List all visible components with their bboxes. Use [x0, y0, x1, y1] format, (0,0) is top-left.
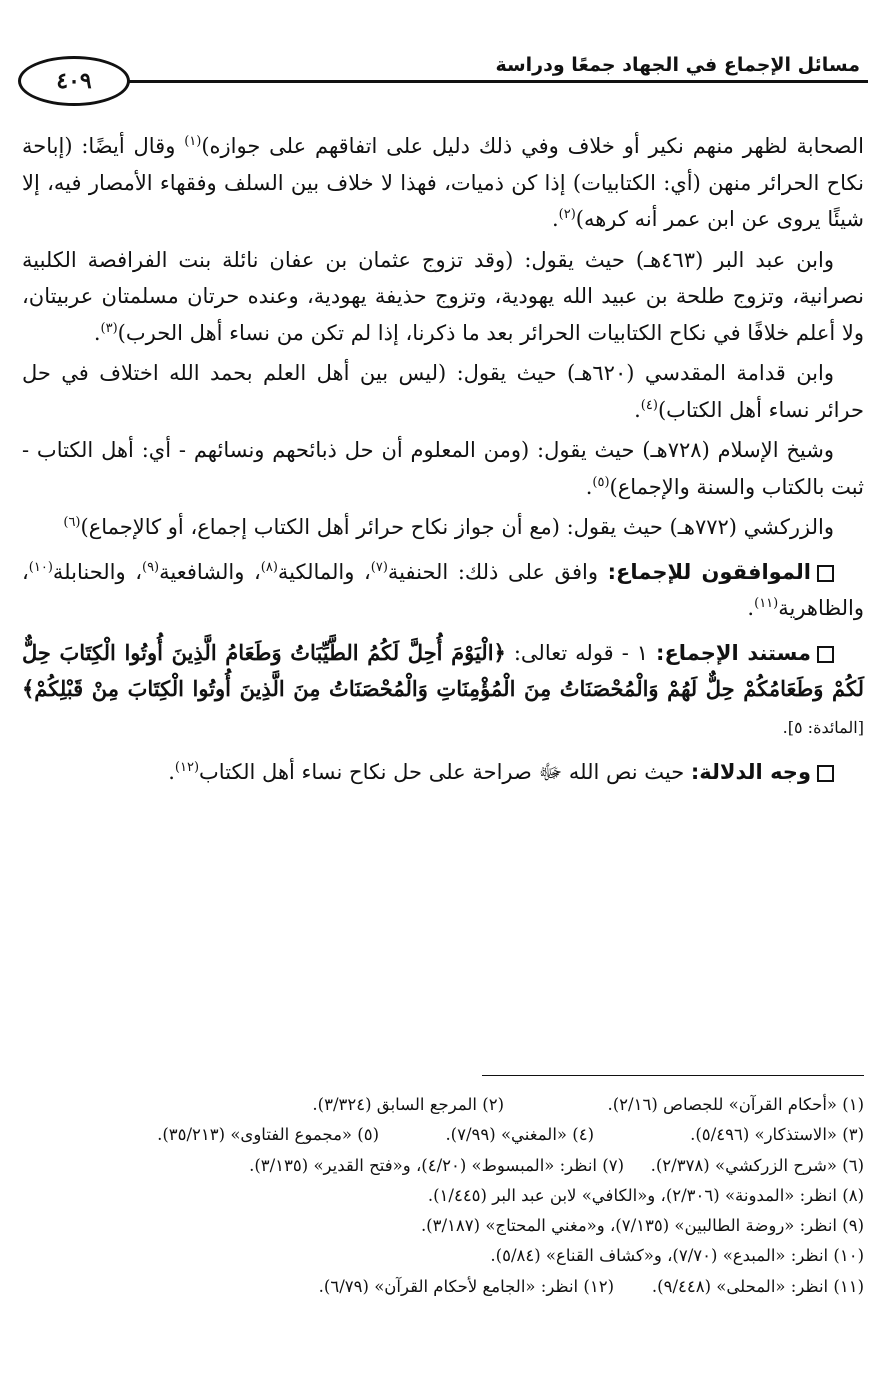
checkbox-square-icon [817, 565, 834, 582]
footnote-ref[interactable]: (٢) [558, 207, 576, 222]
footnote-ref[interactable]: (٤) [640, 397, 658, 413]
footnote-ref[interactable]: (٧) [370, 559, 388, 575]
text: والزركشي (٧٧٢هـ) حيث يقول: (مع أن جواز نكاح حرائر أهل الكتاب إجماع، أو كالإجماع) [80, 515, 834, 539]
footnote-row [22, 1241, 864, 1271]
footnote: (١٠) انظر: «المبدع» (٧/٧٠)، و«كشاف القناع» (٥/٨٤). [490, 1246, 864, 1266]
footnote-row [22, 1090, 864, 1120]
footnote: (٤) «المغني» (٧/٩٩). [445, 1125, 594, 1145]
text: وابن قدامة المقدسي (٦٢٠هـ) حيث يقول: (ليس بين أهل العلم بحمد الله اختلاف في حل حرائر نساء أهل الكتاب) [22, 361, 864, 422]
footnote-row [22, 1120, 864, 1150]
paragraph-1 [22, 128, 864, 238]
text: . [93, 320, 101, 345]
footnote: (٩) انظر: «روضة الطالبين» (٧/١٣٥)، و«مغني المحتاج» (٣/١٨٧). [420, 1216, 864, 1236]
paragraph-3 [22, 355, 864, 428]
paragraph-evidence [22, 635, 864, 747]
paragraph-agreeing-schools [22, 554, 864, 627]
footnote: (٢) المرجع السابق (٣/٣٢٤). [312, 1095, 504, 1114]
section-heading: وجه الدلالة: [690, 760, 811, 784]
checkbox-square-icon [817, 646, 834, 663]
footnote-ref[interactable]: (١٢) [174, 760, 200, 775]
footnote-ref[interactable]: (٣) [100, 320, 118, 336]
page-number-badge [18, 56, 130, 106]
text: وابن عبد البر (٤٦٣هـ) حيث يقول: (وقد تزوج عثمان بن عفان نائلة بنت الفرافصة الكلبية نصرانية، وتزوج طلحة بن عبيد الله يهودية، وتزوج حذيفة يهودية، وعنده حرتان مسلمتان عربيتان، ولا أعلم خلافًا في نكاح الكتابيات الحرائر بعد ما ذكرنا، إذا لم تكن من نساء أهل الحرب) [22, 247, 864, 345]
body-text [22, 128, 864, 795]
verse-reference: [المائدة: ٥]. [782, 717, 864, 737]
paragraph-4 [22, 432, 864, 505]
checkbox-square-icon [817, 765, 834, 782]
running-title: مسائل الإجماع في الجهاد جمعًا ودراسة [495, 54, 860, 76]
footnote: (١٢) انظر: «الجامع لأحكام القرآن» (٦/٧٩). [318, 1276, 614, 1296]
text: ، والمالكية [277, 559, 371, 584]
page-number: ٤٠٩ [56, 68, 92, 94]
footnote-ref[interactable]: (٩) [141, 559, 160, 575]
text: ، والحنابلة [52, 559, 142, 584]
text: . [168, 760, 175, 784]
text: . [747, 596, 755, 620]
footnote-separator [482, 1075, 864, 1076]
text: ، والظاهرية [22, 559, 864, 620]
footnote: (٦) «شرح الزركشي» (٢/٣٧٨). [650, 1155, 864, 1175]
footnote: (٨) انظر: «المدونة» (٢/٣٠٦)، و«الكافي» لابن عبد البر (١/٤٤٥). [427, 1185, 864, 1205]
footnote-ref[interactable]: (٦) [63, 515, 81, 530]
footnote: (١) «أحكام القرآن» للجصاص (٢/١٦). [607, 1095, 864, 1114]
footnote-row [22, 1211, 864, 1241]
footnote-row [22, 1181, 864, 1211]
footnote-ref[interactable]: (٨) [260, 559, 278, 575]
footnotes [22, 1090, 864, 1302]
footnote: (٣) «الاستذكار» (٥/٤٩٦). [690, 1125, 864, 1145]
paragraph-2 [22, 242, 864, 352]
footnote: (٥) «مجموع الفتاوى» (٣٥/٢١٣). [157, 1125, 379, 1145]
text: حيث نص الله ﷻ صراحة على حل نكاح نساء أهل الكتاب [199, 760, 691, 784]
paragraph-indication [22, 754, 864, 791]
paragraph-5 [22, 509, 864, 546]
section-heading: مستند الإجماع: [656, 640, 811, 665]
footnote-ref[interactable]: (١٠) [28, 559, 53, 575]
footnote-ref[interactable]: (١) [184, 134, 202, 149]
running-header [18, 52, 868, 108]
text: وشيخ الإسلام (٧٢٨هـ) حيث يقول: (ومن المعلوم أن حل ذبائحهم ونسائهم - أي: أهل الكتاب - ثبت بالكتاب والسنة والإجماع) [22, 438, 864, 499]
footnote: (٧) انظر: «المبسوط» (٤/٢٠)، و«فتح القدير» (٣/١٣٥). [249, 1155, 624, 1175]
text: الصحابة لظهر منهم نكير أو خلاف وفي ذلك دليل على اتفاقهم على جوازه) [201, 134, 864, 158]
text: وافق على ذلك: الحنفية [387, 559, 608, 584]
text: . [634, 397, 641, 422]
footnote-ref[interactable]: (٥) [592, 474, 610, 490]
footnote-row [22, 1151, 864, 1181]
footnote-row [22, 1272, 864, 1302]
header-rule [113, 80, 868, 83]
section-heading: الموافقون للإجماع: [607, 559, 811, 584]
text: ، والشافعية [159, 559, 261, 584]
quran-verse: ﴿الْيَوْمَ أُحِلَّ لَكُمُ الطَّيِّبَاتُ وَطَعَامُ الَّذِينَ أُوتُوا الْكِتَابَ حِلٌّ لَكُمْ وَطَعَامُكُمْ حِلٌّ لَهُمْ وَالْمُحْصَنَاتُ مِنَ الْمُؤْمِنَاتِ وَالْمُحْصَنَاتُ مِنَ الَّذِينَ أُوتُوا الْكِتَابَ مِنْ قَبْلِكُمْ﴾ [22, 639, 864, 701]
text: وقال أيضًا: (إباحة نكاح الحرائر منهن (أي: الكتابيات) إذا كن ذميات، فهذا لا خلاف بين السلف وفقهاء الأمصار فيه، إلا شيئًا يروى عن ابن عمر أنه كرهه) [22, 134, 864, 231]
text: . [551, 207, 559, 231]
footnote: (١١) انظر: «المحلى» (٩/٤٤٨). [651, 1276, 864, 1296]
text: . [585, 474, 593, 499]
footnote-ref[interactable]: (١١) [754, 596, 779, 611]
text: ١ - قوله تعالى: [505, 640, 657, 665]
